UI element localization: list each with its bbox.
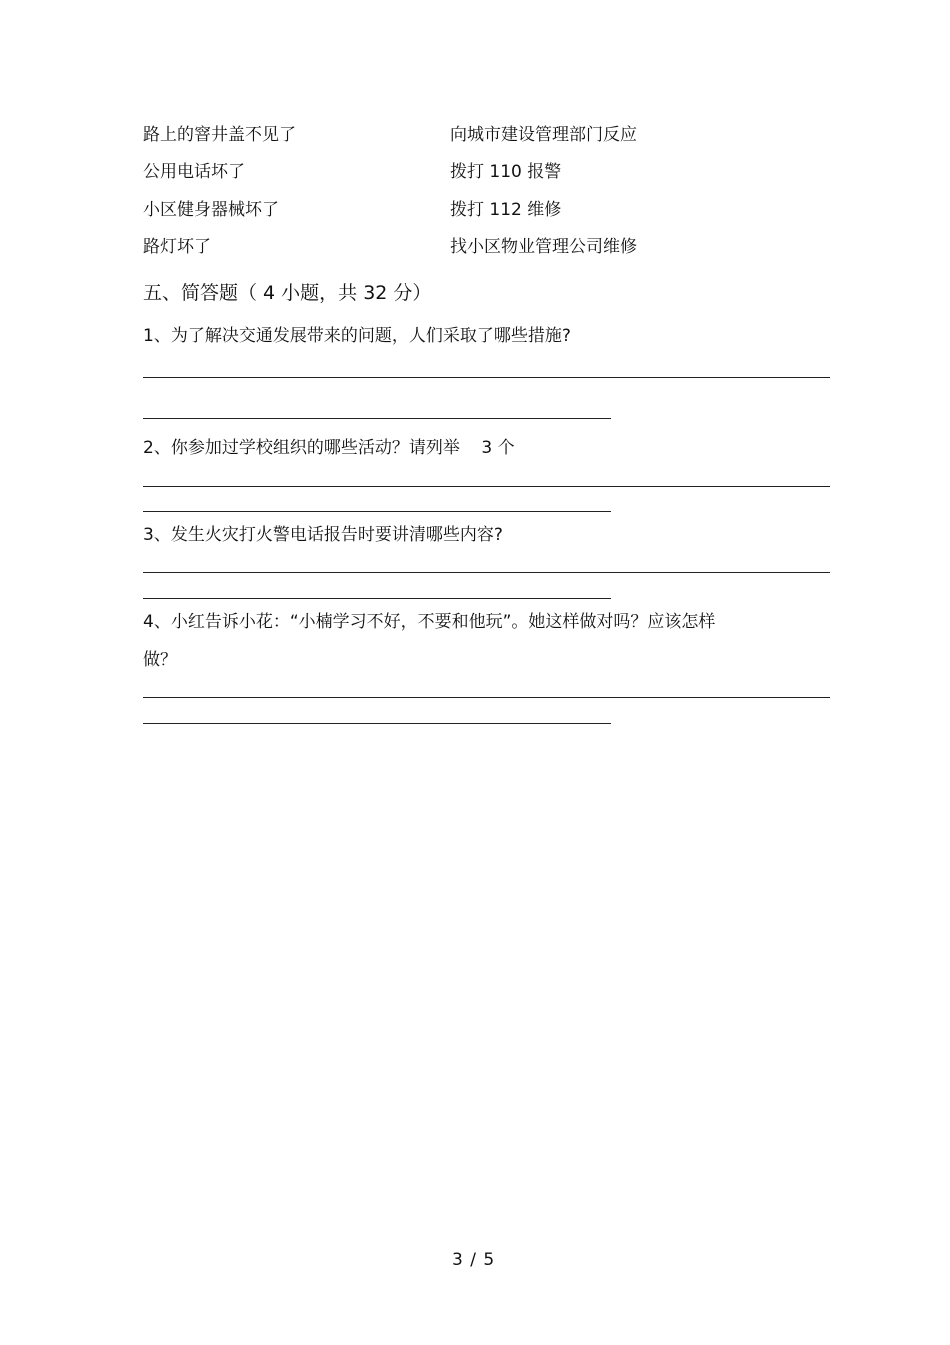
matching-left-3: 小区健身器械坏了 [143, 200, 279, 220]
section-title: 五、简答题（ 4 小题，共 32 分） [143, 282, 432, 304]
question-4-continued: 做？ [143, 650, 177, 670]
answer-line [143, 598, 611, 599]
answer-line [143, 697, 830, 698]
matching-left-4: 路灯坏了 [143, 237, 211, 257]
matching-right-2: 拨打 110 报警 [450, 162, 562, 182]
matching-left-1: 路上的窨井盖不见了 [143, 125, 296, 145]
matching-right-1: 向城市建设管理部门反应 [450, 125, 637, 145]
question-2: 2、你参加过学校组织的哪些活动？请列举 3 个 [143, 438, 515, 458]
question-3: 3、发生火灾打火警电话报告时要讲清哪些内容? [143, 525, 503, 545]
question-4: 4、小红告诉小花：“小楠学习不好，不要和他玩”。她这样做对吗？应该怎样 [143, 612, 716, 632]
answer-line [143, 418, 611, 419]
answer-line [143, 486, 830, 487]
answer-line [143, 572, 830, 573]
matching-right-3: 拨打 112 维修 [450, 200, 562, 220]
page-number: 3 / 5 [452, 1250, 496, 1270]
question-1: 1、为了解决交通发展带来的问题，人们采取了哪些措施? [143, 326, 571, 346]
matching-right-4: 找小区物业管理公司维修 [450, 237, 637, 257]
matching-left-2: 公用电话坏了 [143, 162, 245, 182]
answer-line [143, 511, 611, 512]
answer-line [143, 377, 830, 378]
answer-line [143, 723, 611, 724]
